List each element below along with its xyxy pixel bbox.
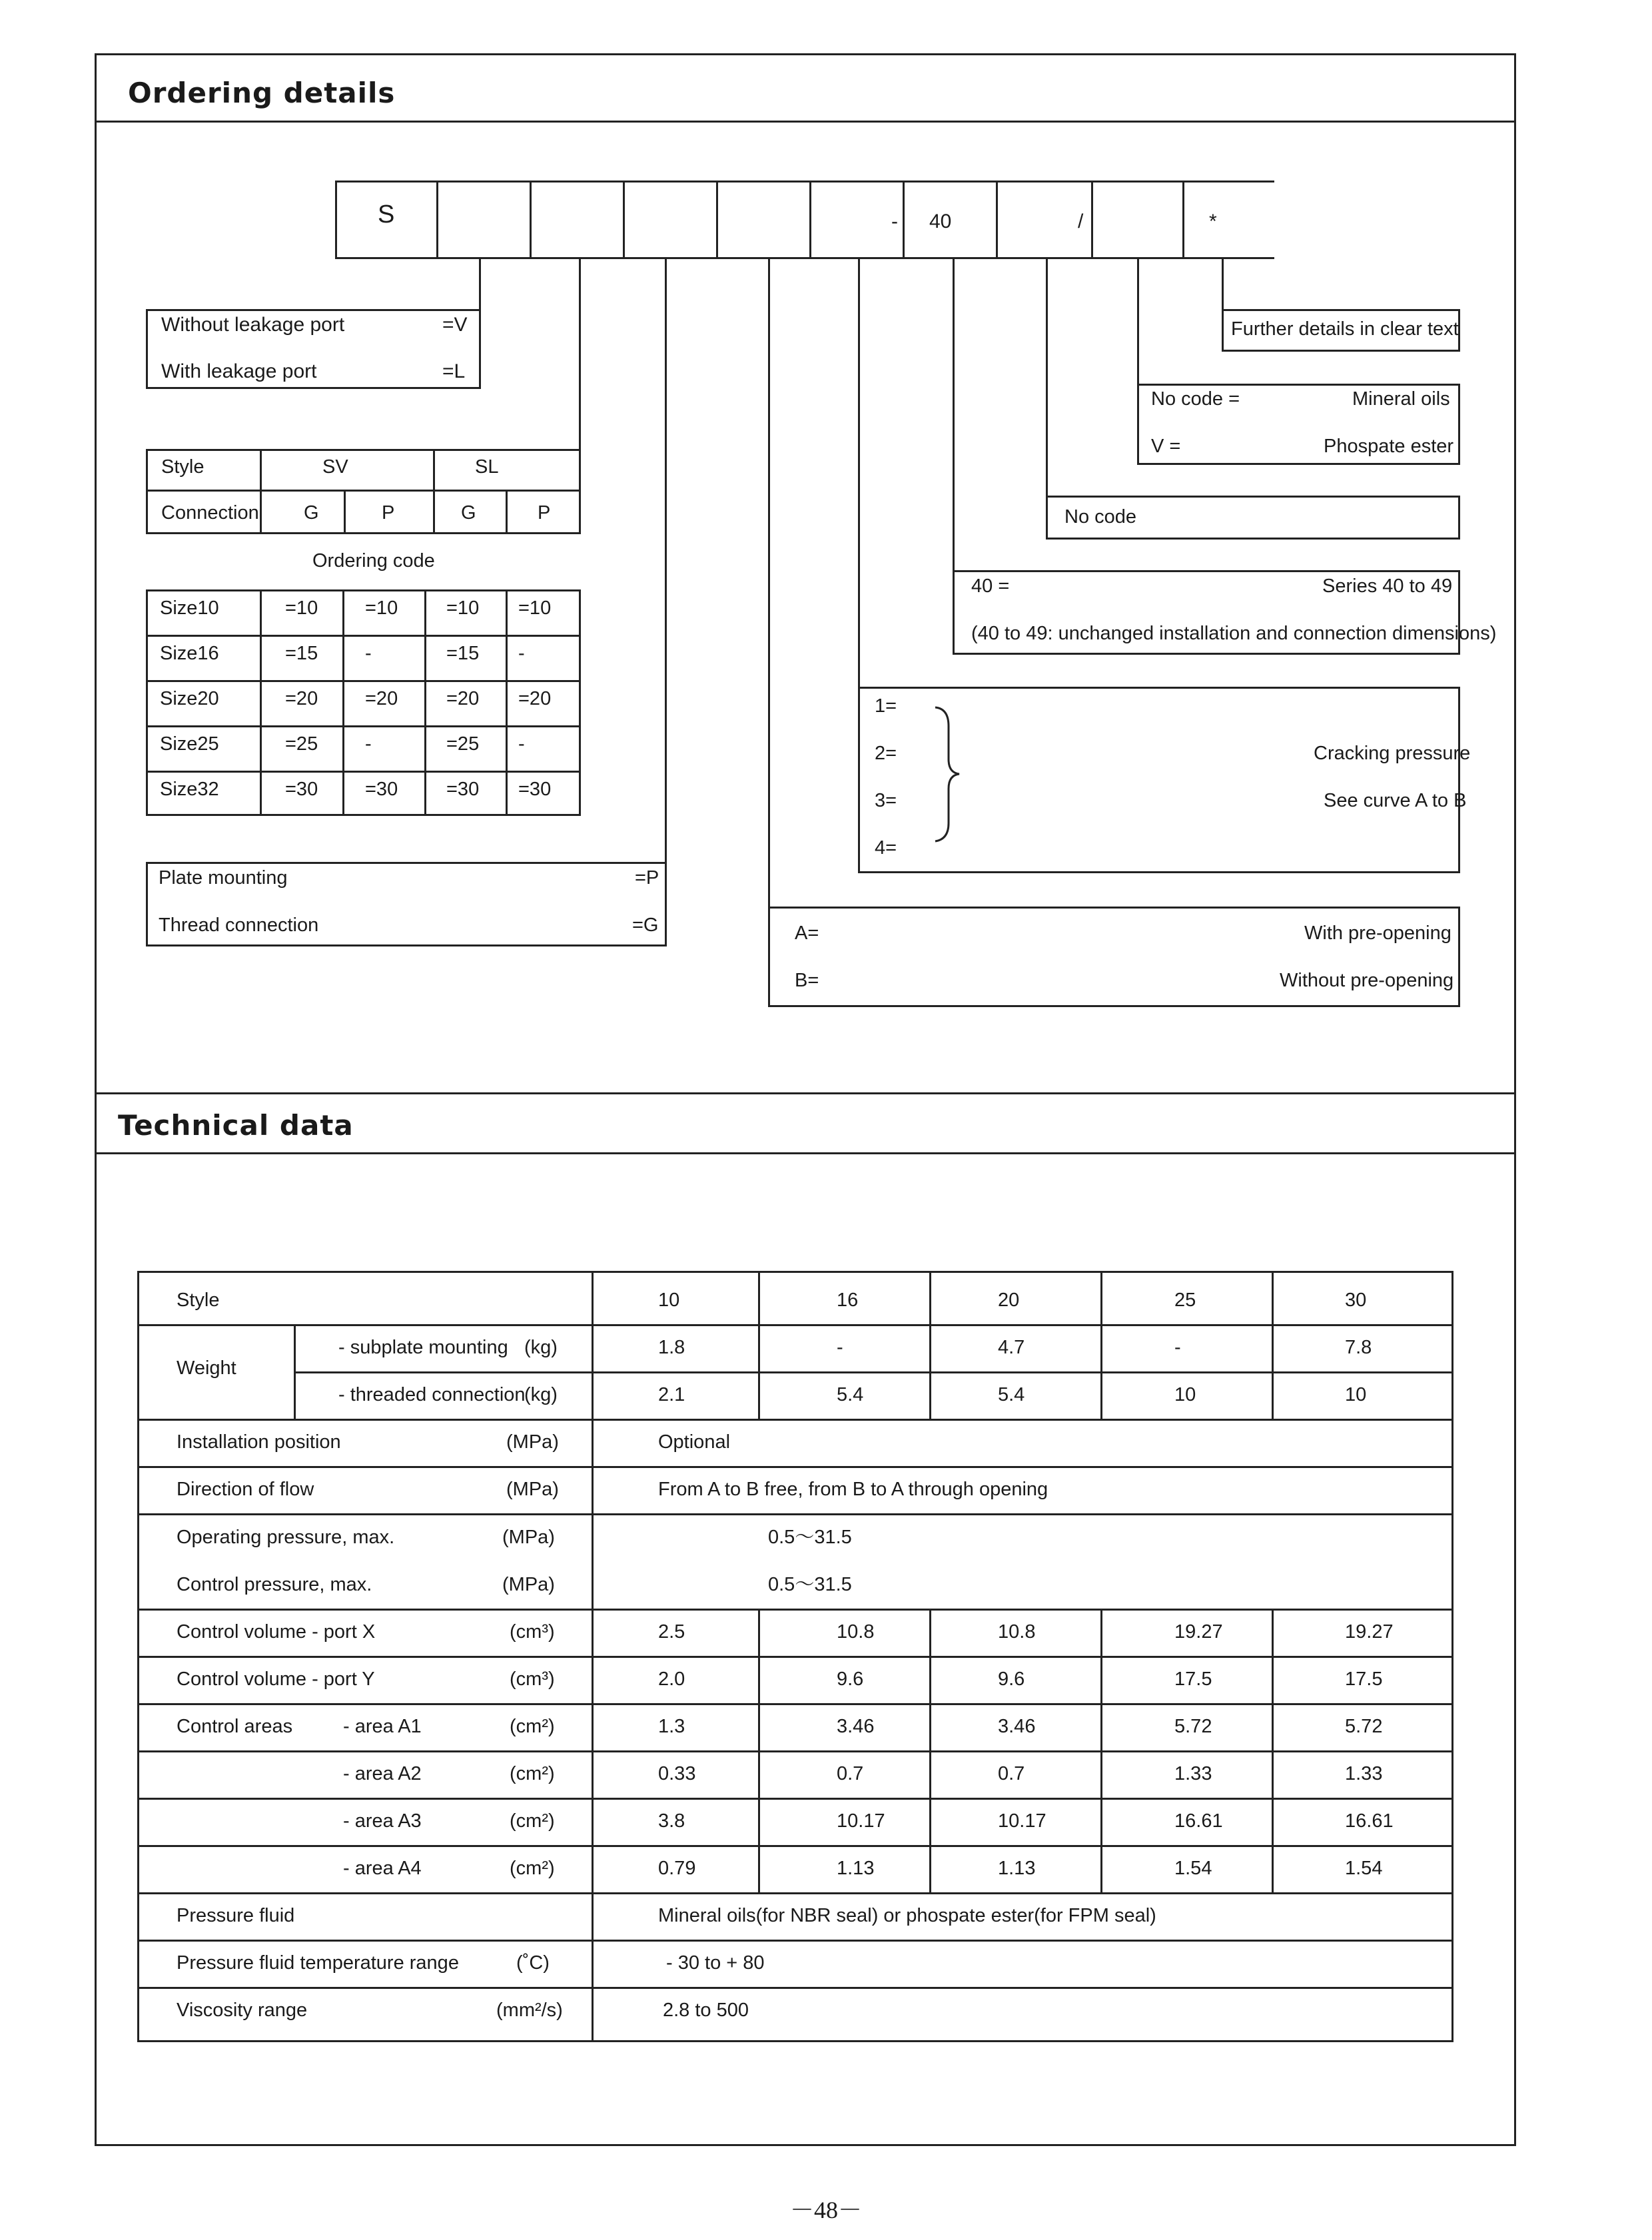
style-sv: SV xyxy=(322,456,348,478)
tech-style-val: 20 xyxy=(998,1290,1020,1311)
visc-unit: (mm²/s) xyxy=(496,2000,563,2021)
op-pressure-label: Operating pressure, max. xyxy=(177,1527,395,1548)
size-label: Size25 xyxy=(160,733,219,755)
mounting-code: =P xyxy=(635,867,659,889)
tech-style-val: 25 xyxy=(1174,1290,1196,1311)
weight-label: Weight xyxy=(177,1357,236,1379)
weight-thr-val: 5.4 xyxy=(998,1384,1025,1405)
technical-data-title: Technical data xyxy=(118,1109,354,1142)
temp-label: Pressure fluid temperature range xyxy=(177,1952,459,1974)
size-code: =30 xyxy=(446,779,480,800)
cracking-code: 1= xyxy=(875,695,897,717)
size-code: =10 xyxy=(518,597,552,619)
temp-unit: (˚C) xyxy=(516,1952,550,1974)
weight-sub-label: - subplate mounting xyxy=(338,1337,508,1358)
visc-val: 2.8 to 500 xyxy=(663,2000,749,2021)
mounting-code: =G xyxy=(632,915,659,936)
area-val: 16.61 xyxy=(1174,1810,1223,1832)
size-label: Size20 xyxy=(160,688,219,709)
size-code: - xyxy=(518,733,525,755)
cracking-code: 3= xyxy=(875,790,897,811)
area-val: 0.7 xyxy=(837,1763,864,1784)
leakage-label: Without leakage port xyxy=(161,314,345,336)
weight-sub-unit: (kg) xyxy=(524,1337,558,1358)
size-code: =20 xyxy=(285,688,318,709)
volx-val: 2.5 xyxy=(658,1621,685,1643)
voly-unit: (cm³) xyxy=(510,1669,555,1690)
area-val: 1.13 xyxy=(998,1858,1036,1879)
area-val: 0.33 xyxy=(658,1763,696,1784)
code-slash: / xyxy=(1078,210,1084,232)
size-code: - xyxy=(518,643,525,664)
area-unit: (cm²) xyxy=(510,1810,555,1832)
no-code-text: No code xyxy=(1064,506,1137,528)
preopen-code: B= xyxy=(795,970,819,991)
voly-val: 2.0 xyxy=(658,1669,685,1690)
voly-val: 9.6 xyxy=(837,1669,864,1690)
flow-unit: (MPa) xyxy=(506,1479,559,1500)
code-star: * xyxy=(1209,210,1217,232)
ctrl-pressure-val: 0.5～31.5 xyxy=(768,1574,852,1595)
preopen-desc: Without pre-opening xyxy=(1280,970,1454,991)
size-code: =20 xyxy=(518,688,552,709)
fluid-label: Pressure fluid xyxy=(177,1905,295,1926)
divider xyxy=(95,121,1516,123)
area-unit: (cm²) xyxy=(510,1763,555,1784)
leakage-label: With leakage port xyxy=(161,360,317,382)
flow-val: From A to B free, from B to A through opening xyxy=(658,1479,1048,1500)
further-details-text: Further details in clear text xyxy=(1231,318,1459,340)
leakage-code: =L xyxy=(442,360,466,382)
size-code: =30 xyxy=(285,779,318,800)
size-code: =20 xyxy=(446,688,480,709)
weight-sub-val: - xyxy=(837,1337,843,1358)
size-code: - xyxy=(365,643,372,664)
size-code: =20 xyxy=(365,688,398,709)
area-label: - area A4 xyxy=(343,1858,422,1879)
volx-label: Control volume - port X xyxy=(177,1621,376,1643)
connection-label: Connection xyxy=(161,502,259,524)
ctrl-pressure-label: Control pressure, max. xyxy=(177,1574,372,1595)
area-unit: (cm²) xyxy=(510,1716,555,1737)
mounting-label: Plate mounting xyxy=(159,867,288,889)
weight-sub-val: 7.8 xyxy=(1345,1337,1372,1358)
area-val: 16.61 xyxy=(1345,1810,1394,1832)
voly-val: 17.5 xyxy=(1345,1669,1383,1690)
voly-label: Control volume - port Y xyxy=(177,1669,375,1690)
areas-label: Control areas xyxy=(177,1716,293,1737)
pre-opening-box xyxy=(768,907,1460,1007)
cracking-code: 2= xyxy=(875,743,897,764)
op-pressure-val: 0.5～31.5 xyxy=(768,1527,852,1548)
ctrl-pressure-unit: (MPa) xyxy=(502,1574,555,1595)
ordering-details-title: Ordering details xyxy=(128,77,396,109)
connection-type: P xyxy=(382,502,395,524)
size-code: =30 xyxy=(365,779,398,800)
code-prefix: S xyxy=(378,200,395,228)
install-unit: (MPa) xyxy=(506,1431,559,1453)
area-val: 1.54 xyxy=(1345,1858,1383,1879)
size-label: Size32 xyxy=(160,779,219,800)
area-label: - area A1 xyxy=(343,1716,422,1737)
temp-val: - 30 to + 80 xyxy=(666,1952,765,1974)
series-desc: Series 40 to 49 xyxy=(1322,575,1453,597)
size-code: =30 xyxy=(518,779,552,800)
area-val: 10.17 xyxy=(837,1810,885,1832)
size-code: =10 xyxy=(365,597,398,619)
brace-icon xyxy=(926,706,966,843)
weight-thr-val: 10 xyxy=(1345,1384,1367,1405)
seal-code: V = xyxy=(1151,436,1181,457)
area-val: 0.79 xyxy=(658,1858,696,1879)
code-series: 40 xyxy=(929,210,952,232)
visc-label: Viscosity range xyxy=(177,2000,308,2021)
tech-style-val: 10 xyxy=(658,1290,680,1311)
ordering-code-label: Ordering code xyxy=(312,550,435,571)
area-val: 1.33 xyxy=(1174,1763,1212,1784)
tech-style-val: 30 xyxy=(1345,1290,1367,1311)
volx-unit: (cm³) xyxy=(510,1621,555,1643)
area-val: 5.72 xyxy=(1174,1716,1212,1737)
weight-thr-val: 10 xyxy=(1174,1384,1196,1405)
weight-sub-val: - xyxy=(1174,1337,1181,1358)
area-unit: (cm²) xyxy=(510,1858,555,1879)
seal-desc: Mineral oils xyxy=(1352,388,1450,410)
divider xyxy=(95,1092,1516,1094)
weight-sub-val: 1.8 xyxy=(658,1337,685,1358)
size-code: =25 xyxy=(446,733,480,755)
area-label: - area A3 xyxy=(343,1810,422,1832)
weight-thr-unit: (kg) xyxy=(524,1384,558,1405)
cracking-desc: Cracking pressure xyxy=(1314,743,1471,764)
area-val: 3.8 xyxy=(658,1810,685,1832)
cracking-code: 4= xyxy=(875,837,897,859)
tech-style-val: 16 xyxy=(837,1290,859,1311)
seal-code: No code = xyxy=(1151,388,1240,410)
size-label: Size16 xyxy=(160,643,219,664)
size-code: =15 xyxy=(446,643,480,664)
fluid-val: Mineral oils(for NBR seal) or phospate ester(for FPM seal) xyxy=(658,1905,1156,1926)
volx-val: 10.8 xyxy=(837,1621,875,1643)
seal-desc: Phospate ester xyxy=(1324,436,1454,457)
install-label: Installation position xyxy=(177,1431,341,1453)
mounting-label: Thread connection xyxy=(159,915,319,936)
code-dash: - xyxy=(891,210,898,232)
voly-val: 17.5 xyxy=(1174,1669,1212,1690)
size-code: =25 xyxy=(285,733,318,755)
style-sl: SL xyxy=(475,456,499,478)
preopen-desc: With pre-opening xyxy=(1304,923,1451,944)
preopen-code: A= xyxy=(795,923,819,944)
weight-thr-val: 2.1 xyxy=(658,1384,685,1405)
volx-val: 19.27 xyxy=(1174,1621,1223,1643)
area-val: 1.54 xyxy=(1174,1858,1212,1879)
volx-val: 10.8 xyxy=(998,1621,1036,1643)
size-label: Size10 xyxy=(160,597,219,619)
install-val: Optional xyxy=(658,1431,731,1453)
connection-type: G xyxy=(304,502,319,524)
page-number: －48－ xyxy=(789,2197,862,2223)
connection-type: G xyxy=(461,502,476,524)
area-val: 1.3 xyxy=(658,1716,685,1737)
size-code: =10 xyxy=(285,597,318,619)
area-val: 3.46 xyxy=(998,1716,1036,1737)
area-val: 10.17 xyxy=(998,1810,1046,1832)
area-val: 0.7 xyxy=(998,1763,1025,1784)
series-code: 40 = xyxy=(971,575,1010,597)
size-code: - xyxy=(365,733,372,755)
series-note: (40 to 49: unchanged installation and connection dimensions) xyxy=(971,623,1497,644)
size-code: =15 xyxy=(285,643,318,664)
divider xyxy=(95,1152,1516,1154)
style-label: Style xyxy=(161,456,205,478)
volx-val: 19.27 xyxy=(1345,1621,1394,1643)
area-label: - area A2 xyxy=(343,1763,422,1784)
weight-sub-val: 4.7 xyxy=(998,1337,1025,1358)
weight-thr-val: 5.4 xyxy=(837,1384,864,1405)
tech-style-label: Style xyxy=(177,1290,220,1311)
leakage-code: =V xyxy=(442,314,468,336)
cracking-desc: See curve A to B xyxy=(1324,790,1467,811)
area-val: 1.13 xyxy=(837,1858,875,1879)
area-val: 1.33 xyxy=(1345,1763,1383,1784)
op-pressure-unit: (MPa) xyxy=(502,1527,555,1548)
voly-val: 9.6 xyxy=(998,1669,1025,1690)
flow-label: Direction of flow xyxy=(177,1479,314,1500)
size-code: =10 xyxy=(446,597,480,619)
connection-type: P xyxy=(538,502,551,524)
area-val: 3.46 xyxy=(837,1716,875,1737)
area-val: 5.72 xyxy=(1345,1716,1383,1737)
weight-thr-label: - threaded connection xyxy=(338,1384,526,1405)
